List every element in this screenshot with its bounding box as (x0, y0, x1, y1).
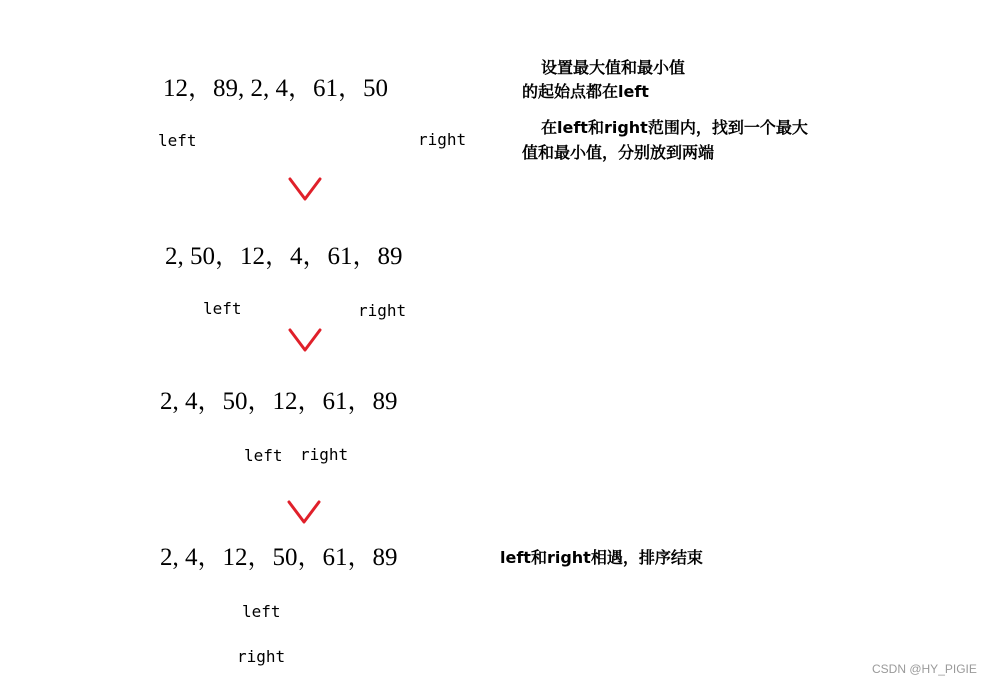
note-init-line-2: 的起始点都在left (522, 82, 649, 101)
right-pointer-step-1: right (418, 130, 467, 149)
sequence-step-4: 2, 4，12，50，61，89 (160, 544, 398, 571)
down-arrow-icon (286, 316, 326, 356)
left-pointer-step-1: left (158, 131, 197, 150)
right-pointer-step-4: right (237, 647, 286, 666)
right-pointer-step-3: right (300, 445, 349, 464)
note-end: left和right相遇，排序结束 (500, 548, 703, 567)
note-rule-line-2: 值和最小值，分别放到两端 (522, 143, 715, 162)
left-pointer-step-4: left (242, 602, 281, 621)
sequence-step-3: 2, 4，50，12，61，89 (160, 388, 398, 415)
down-arrow-icon (286, 165, 326, 205)
sequence-step-1: 12，89, 2, 4，61，50 (163, 75, 389, 102)
note-rule-line-1: 在left和right范围内，找到一个最大 (541, 118, 808, 137)
watermark: CSDN @HY_PIGIE (872, 662, 977, 676)
left-pointer-step-3: left (244, 446, 283, 465)
sequence-step-2: 2, 50，12，4，61，89 (165, 243, 403, 270)
left-pointer-step-2: left (203, 299, 242, 318)
note-init-line-1: 设置最大值和最小值 (541, 58, 686, 77)
right-pointer-step-2: right (358, 301, 407, 320)
down-arrow-icon (285, 488, 325, 528)
